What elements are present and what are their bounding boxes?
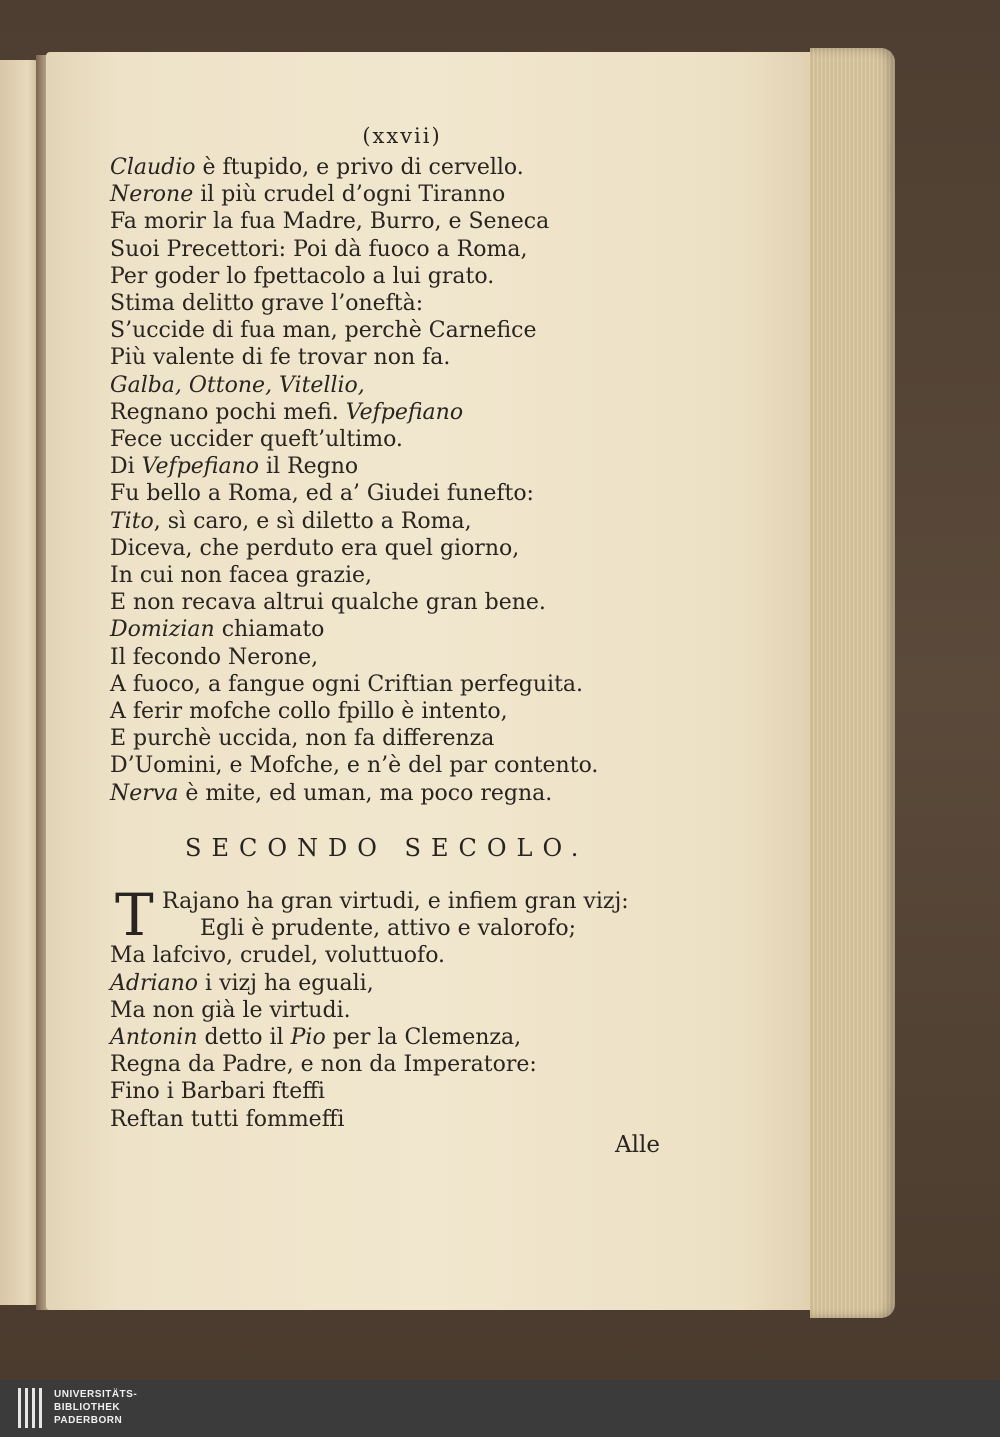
line-text: Fino i Barbari fteffi bbox=[110, 1079, 325, 1105]
italic-name: Adriano bbox=[110, 970, 199, 996]
library-name-line: PADERBORN bbox=[54, 1415, 123, 1426]
line-text: Suoi Precettori: Poi dà fuoco a Roma, bbox=[110, 236, 528, 262]
text-line bbox=[110, 671, 583, 698]
library-name bbox=[54, 1388, 137, 1427]
section-title: SECONDO SECOLO. bbox=[185, 834, 589, 862]
text-line bbox=[110, 344, 450, 371]
line-text: Fu bello a Roma, ed a’ Giudei funefto: bbox=[110, 481, 534, 507]
text-line bbox=[110, 780, 552, 807]
text-line bbox=[110, 181, 505, 208]
italic-name: Nerone bbox=[110, 182, 194, 208]
text-line bbox=[110, 698, 508, 725]
text-line bbox=[110, 997, 351, 1024]
line-text: A fuoco, a fangue ogni Criftian perfeguita. bbox=[110, 671, 584, 697]
drop-capital: T bbox=[115, 881, 154, 949]
line-text: D’Uomini, e Mofche, e n’è del par contento. bbox=[110, 753, 599, 779]
line-text: detto il bbox=[197, 1025, 291, 1050]
text-line bbox=[110, 317, 536, 344]
text-line bbox=[110, 970, 374, 997]
text-line bbox=[110, 1106, 344, 1133]
line-text: Ma lafcivo, crudel, voluttuofo. bbox=[110, 943, 446, 969]
text-line bbox=[110, 725, 494, 752]
text-line bbox=[162, 888, 629, 915]
line-text: S’uccide di fua man, perchè Carnefice bbox=[110, 318, 537, 344]
page-block-edge bbox=[810, 48, 895, 1318]
library-logo-icon bbox=[18, 1388, 48, 1428]
italic-name: Domizian bbox=[110, 617, 215, 643]
text-line bbox=[110, 426, 403, 453]
line-text: Diceva, che perduto era quel giorno, bbox=[110, 535, 520, 561]
text-line bbox=[110, 644, 318, 671]
text-line bbox=[200, 915, 576, 942]
catchword: Alle bbox=[615, 1132, 660, 1158]
text-line bbox=[110, 562, 372, 589]
italic-name: Galba, Ottone, Vitellio, bbox=[110, 372, 365, 398]
line-text: Per goder lo fpettacolo a lui grato. bbox=[110, 263, 495, 289]
text-line bbox=[110, 372, 365, 399]
line-text: i vizj ha eguali, bbox=[198, 970, 374, 996]
text-line bbox=[110, 453, 358, 480]
library-name-line: BIBLIOTHEK bbox=[54, 1402, 121, 1413]
text-line bbox=[110, 535, 519, 562]
italic-name: Vefpefiano bbox=[141, 454, 260, 480]
line-text: Il fecondo Nerone, bbox=[110, 644, 319, 670]
text-line bbox=[110, 508, 472, 535]
page-header: (xxvii) bbox=[362, 124, 442, 148]
line-text: è ftupido, e privo di cervello. bbox=[195, 155, 524, 180]
text-line bbox=[110, 154, 524, 181]
text-line bbox=[110, 942, 445, 969]
text-line bbox=[110, 589, 546, 616]
library-name-line: UNIVERSITÄTS- bbox=[54, 1389, 138, 1400]
line-text: , sì caro, e sì diletto a Roma, bbox=[153, 508, 472, 534]
line-text: chiamato bbox=[214, 617, 325, 643]
line-text: Reftan tutti fommeffi bbox=[110, 1106, 345, 1132]
text-line bbox=[110, 1024, 521, 1051]
line-text: Di bbox=[110, 454, 142, 480]
text-line bbox=[110, 399, 463, 426]
italic-name: Nerva bbox=[110, 780, 179, 806]
left-page-edge bbox=[0, 60, 40, 1305]
line-text: Fa morir la fua Madre, Burro, e Seneca bbox=[110, 209, 550, 235]
italic-name: Vefpefiano bbox=[345, 399, 464, 425]
line-text: E purchè uccida, non fa differenza bbox=[110, 726, 495, 752]
line-text: Stima delitto grave l’oneftà: bbox=[110, 291, 424, 316]
line-text: Regna da Padre, e non da Imperatore: bbox=[110, 1052, 537, 1078]
line-text: Regnano pochi mefi. bbox=[110, 399, 346, 425]
italic-name: Claudio bbox=[110, 155, 196, 180]
line-text: il Regno bbox=[259, 454, 359, 480]
library-footer bbox=[0, 1380, 1000, 1437]
text-line bbox=[110, 236, 527, 263]
text-line bbox=[110, 752, 598, 779]
line-text: Egli è prudente, attivo e valorofo; bbox=[200, 916, 577, 942]
line-text: Fece uccider queft’ultimo. bbox=[110, 427, 403, 452]
line-text: il più crudel d’ogni Tiranno bbox=[193, 182, 506, 208]
italic-name: Pio bbox=[290, 1025, 326, 1050]
italic-name: Tito bbox=[110, 508, 154, 534]
line-text: E non recava altrui qualche gran bene. bbox=[110, 590, 546, 616]
text-line bbox=[110, 290, 423, 317]
line-text: è mite, ed uman, ma poco regna. bbox=[178, 780, 553, 806]
line-text: Più valente di fe trovar non fa. bbox=[110, 345, 451, 371]
text-line bbox=[110, 263, 494, 290]
text-line bbox=[110, 1051, 537, 1078]
line-text: Rajano ha gran virtudi, e infiem gran vizj: bbox=[162, 889, 629, 914]
text-line bbox=[110, 1078, 325, 1105]
text-line bbox=[110, 616, 324, 643]
line-text: In cui non facea grazie, bbox=[110, 563, 373, 588]
line-text: per la Clemenza, bbox=[325, 1025, 522, 1050]
italic-name: Antonin bbox=[110, 1025, 198, 1050]
text-line bbox=[110, 480, 534, 507]
text-line bbox=[110, 208, 549, 235]
line-text: A ferir mofche collo fpillo è intento, bbox=[110, 699, 508, 724]
line-text: Ma non già le virtudi. bbox=[110, 997, 351, 1023]
